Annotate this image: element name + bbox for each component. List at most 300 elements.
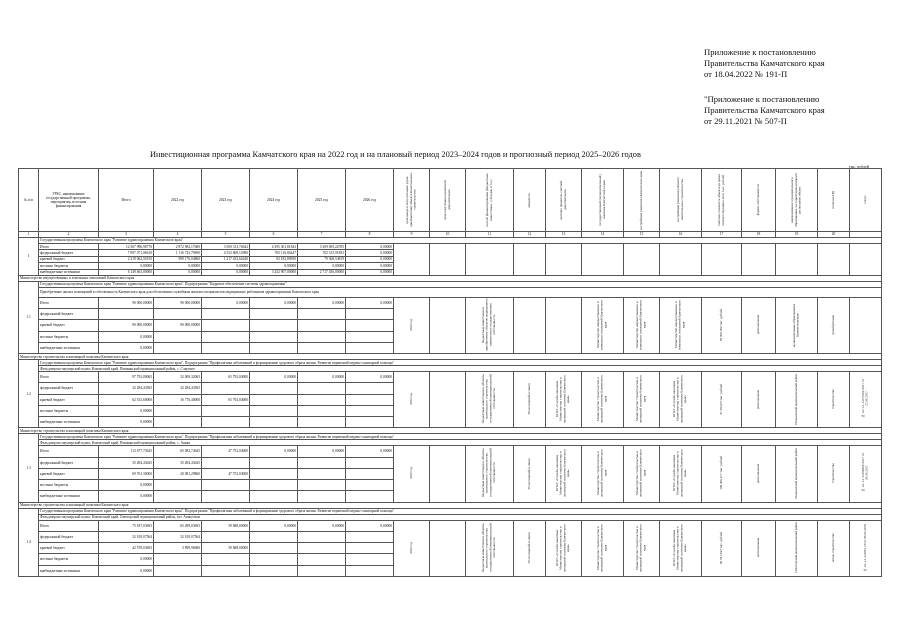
- amount-cell: 0,00000: [202, 269, 250, 275]
- amount-cell: 0,00000: [346, 269, 394, 275]
- attribute-cell: [742, 244, 776, 276]
- column-header-label: наличие ПД: [830, 191, 835, 209]
- attribute-cell: [466, 244, 514, 276]
- amount-cell: [202, 457, 250, 468]
- amount-cell: 3 432 907,00000: [250, 269, 298, 275]
- amount-cell: [250, 320, 298, 331]
- amount-cell: 0,00000: [250, 297, 298, 308]
- attribute-value: № 41-1-1-3-070102-2017 от 27.06.2017: [860, 379, 869, 419]
- amount-cell: 4 395 301,81843: [250, 244, 298, 250]
- column-number: 7: [298, 232, 346, 238]
- attribute-cell: [624, 297, 660, 353]
- amount-cell: 0,00000: [346, 244, 394, 250]
- row-index: 1: [19, 238, 39, 276]
- attribute-cell: [742, 446, 776, 502]
- object-name: Приобретение жилых помещений в собственность Камчатского края для обеспечения служебным жильем специалистов медицинских работников здравоохранения Камчатского края: [39, 287, 882, 297]
- attribute-value: Пенжинский муниципальный район: [793, 373, 798, 425]
- funding-source: местные бюджеты: [39, 480, 99, 491]
- amount-cell: 0,00000: [99, 263, 154, 269]
- attribute-value: 20 посещений в смену: [526, 531, 531, 564]
- amount-cell: 12 567 996,98770: [99, 244, 154, 250]
- attribute-cell: [742, 520, 776, 576]
- amount-cell: [99, 309, 154, 320]
- column-header: [546, 169, 582, 232]
- attribute-value: 97 492,05 тыс. рублей: [718, 383, 723, 415]
- amount-cell: [298, 565, 346, 576]
- amount-cell: [298, 543, 346, 554]
- amount-cell: 32 284,43565: [154, 383, 202, 394]
- amount-cell: [202, 417, 250, 428]
- attribute-value: муниципальные образования в Камчатском крае: [791, 303, 800, 347]
- funding-source: краевой бюджет: [39, 256, 99, 262]
- attribute-value: КГКУ «Служба заказчика Министерства строительства и жилищной политики Камчатского края»: [672, 449, 688, 498]
- amount-cell: [298, 491, 346, 502]
- amount-cell: 47 752,04000: [202, 468, 250, 479]
- attribute-cell: [430, 446, 466, 502]
- amount-cell: [298, 480, 346, 491]
- amount-cell: [346, 554, 394, 565]
- amount-cell: [250, 394, 298, 405]
- attribute-value: Министерство строительства и жилищной политики Камчатского края: [634, 449, 647, 498]
- amount-cell: [250, 457, 298, 468]
- amount-cell: [154, 342, 202, 353]
- amount-cell: [346, 457, 394, 468]
- amount-cell: [154, 331, 202, 342]
- column-number: 8: [346, 232, 394, 238]
- attribute-cell: [430, 520, 466, 576]
- amount-cell: [202, 565, 250, 576]
- column-header: [154, 169, 202, 232]
- funding-row: [19, 372, 882, 383]
- amount-cell: 0,00000: [99, 480, 154, 491]
- column-number: 1: [19, 232, 39, 238]
- funding-source: федеральный бюджет: [39, 250, 99, 256]
- attribute-value: КГКУ «Служба заказчика Министерства строительства и жилищной политики Камчатского края»: [555, 523, 571, 572]
- amount-cell: 97 792,00065: [99, 372, 154, 383]
- attribute-value: 2022 год: [408, 318, 413, 331]
- amount-cell: [202, 342, 250, 353]
- column-header: [850, 169, 882, 232]
- attribute-value: Министерство строительства и жилищной политики Камчатского края: [595, 523, 608, 572]
- amount-cell: [346, 405, 394, 416]
- column-header-label: наличие проектно-сметной документации: [558, 180, 567, 220]
- column-number: 20: [818, 232, 850, 238]
- amount-cell: [346, 320, 394, 331]
- amount-cell: 20 081,29860: [154, 468, 202, 479]
- attribute-cell: [702, 446, 742, 502]
- column-header-label: срок подготовки проектной документации: [442, 180, 451, 220]
- column-header: [346, 169, 394, 232]
- attribute-value: бюджетные инвестиции в объекты капитального строительства государственной (муниципальной) собственности: [481, 448, 497, 498]
- amount-cell: 90 000,00000: [99, 297, 154, 308]
- attribute-cell: [514, 520, 546, 576]
- column-number: 3: [99, 232, 154, 238]
- column-number: 17: [702, 232, 742, 238]
- attribute-cell: [514, 297, 546, 353]
- column-header-label: застройщик (заказчик) Камчатского края: [638, 170, 643, 230]
- amount-cell: [154, 565, 202, 576]
- header-row: [19, 169, 882, 232]
- amount-cell: 999 176,04860: [154, 256, 202, 262]
- amount-cell: [202, 331, 250, 342]
- program-name: Государственная программа Камчатского края "Развитие здравоохранения Камчатского края". Подпрограмма "Профилактика заболеваний и формирование здорового образа жизни. Развитие первичной медико-санитарной помощи": [39, 360, 882, 366]
- attribute-value: Министерство имущественных и земельных отношений Камчатского края: [673, 299, 686, 351]
- attribute-cell: [624, 520, 660, 576]
- attribute-cell: [624, 372, 660, 428]
- amount-cell: [298, 320, 346, 331]
- funding-row: [19, 520, 882, 531]
- amount-cell: 0,00000: [298, 520, 346, 531]
- attribute-value: КГКУ «Служба заказчика Министерства строительства и жилищной политики Камчатского края»: [555, 449, 571, 498]
- funding-source: внебюджетные источники: [39, 491, 99, 502]
- amount-cell: [250, 543, 298, 554]
- funding-source: внебюджетные источники: [39, 269, 99, 275]
- amount-cell: 0,00000: [99, 417, 154, 428]
- attribute-cell: [660, 446, 702, 502]
- funding-source: Итого: [39, 520, 99, 531]
- attribute-value: 38 посещений в смену: [526, 383, 531, 415]
- attribute-cell: [546, 372, 582, 428]
- attribute-cell: [582, 244, 624, 276]
- amount-cell: 0,00000: [250, 372, 298, 383]
- attribute-cell: [776, 244, 818, 276]
- attribute-cell: [742, 372, 776, 428]
- column-header-label: 2024 год: [267, 197, 280, 202]
- attribute-value: бюджетные инвестиции в объекты капитального строительства государственной (муниципальной) собственности: [481, 523, 497, 573]
- amount-cell: 3 309 695,24785: [298, 244, 346, 250]
- amount-cell: 0,00000: [250, 520, 298, 531]
- amount-cell: [154, 480, 202, 491]
- row-index: 1.2: [19, 360, 39, 428]
- appendix-line-3: от 18.04.2022 № 191-П: [704, 69, 788, 80]
- appendix-note: [704, 47, 825, 81]
- attribute-cell: [514, 244, 546, 276]
- amount-cell: 35 284,43645: [154, 457, 202, 468]
- column-header: [514, 169, 546, 232]
- amount-cell: 0,00000: [99, 331, 154, 342]
- amount-cell: [250, 565, 298, 576]
- amount-cell: 702 315,91853: [298, 250, 346, 256]
- investment-program-table: [18, 168, 882, 577]
- attribute-cell: [582, 446, 624, 502]
- ministry-name: Министерство имущественных и земельных отношений Камчатского края: [19, 275, 882, 281]
- amount-cell: [346, 565, 394, 576]
- attribute-cell: [818, 297, 850, 353]
- attribute-cell: [430, 244, 466, 276]
- amount-cell: 0,00000: [346, 446, 394, 457]
- attribute-cell: [394, 446, 430, 502]
- attribute-cell: [776, 520, 818, 576]
- column-number: 18: [742, 232, 776, 238]
- amount-cell: 90 000,00000: [154, 297, 202, 308]
- amount-cell: 0,00000: [99, 491, 154, 502]
- amount-cell: 69 761,30000: [99, 468, 154, 479]
- amount-cell: 0,00000: [99, 554, 154, 565]
- amount-cell: [250, 309, 298, 320]
- amount-cell: [202, 309, 250, 320]
- funding-source: внебюджетные источники: [39, 342, 99, 353]
- attribute-value: 2022 год: [408, 467, 413, 480]
- attribute-value: региональная: [755, 538, 760, 558]
- amount-cell: [346, 331, 394, 342]
- column-header: [702, 169, 742, 232]
- attribute-value: 2022 год: [408, 393, 413, 406]
- attribute-cell: [430, 297, 466, 353]
- table-header: [19, 169, 882, 238]
- column-header-label: форма собственности: [755, 184, 760, 216]
- amount-cell: [202, 554, 250, 565]
- column-header-label: срок ввода в эксплуатацию (срок приобретения) объекта Капитального строительства: [404, 172, 417, 228]
- amount-cell: [346, 309, 394, 320]
- amount-cell: 1 116 723,79690: [154, 250, 202, 256]
- attribute-cell: [624, 244, 660, 276]
- column-number: 5: [202, 232, 250, 238]
- funding-source: Итого: [39, 297, 99, 308]
- attribute-cell: [466, 520, 514, 576]
- column-header-label: государственный (муниципальный) заказчик Камчатского края: [597, 174, 606, 226]
- funding-source: Итого: [39, 446, 99, 457]
- attribute-value: региональная: [755, 389, 760, 409]
- amount-cell: 0,00000: [346, 520, 394, 531]
- column-header: [39, 169, 99, 232]
- attribute-cell: [466, 297, 514, 353]
- amount-cell: 3 899,96686: [154, 543, 202, 554]
- amount-cell: 35 284,43645: [99, 457, 154, 468]
- attribute-cell: [546, 446, 582, 502]
- attribute-cell: [702, 372, 742, 428]
- amount-cell: 75 187,03693: [99, 520, 154, 531]
- funding-source: Итого: [39, 372, 99, 383]
- funding-source: федеральный бюджет: [39, 531, 99, 542]
- amount-cell: 0,00000: [346, 263, 394, 269]
- amount-cell: 6 149 663,00000: [99, 269, 154, 275]
- amount-cell: 113 677,73645: [99, 446, 154, 457]
- amount-cell: 0,00000: [202, 263, 250, 269]
- row-index: 1.3: [19, 434, 39, 502]
- program-name: Государственная программа Камчатского края "Развитие здравоохранения Камчатского края". Подпрограмма "Профилактика заболеваний и формирование здорового образа жизни. Развитие первичной медико-санитарной помощи": [39, 434, 882, 440]
- attribute-cell: [660, 297, 702, 353]
- column-header-label: мощность: [526, 192, 531, 208]
- object-name: Фельдшерско-акушерский пункт, Камчатский край, Пенжинский муниципальный район, с. Слаутное: [39, 366, 882, 372]
- appendix-line-1: Приложение к постановлению: [704, 47, 816, 57]
- column-header-label: 2025 год: [315, 197, 328, 202]
- attribute-cell: [850, 520, 882, 576]
- program-name: Государственная программа Камчатского края "Развитие здравоохранения Камчатского края": [39, 238, 882, 244]
- amount-cell: [298, 405, 346, 416]
- amount-cell: 65 082,74645: [154, 446, 202, 457]
- attribute-value: № 41-1-1-3-0001-18 от 09.02.2018: [862, 523, 867, 572]
- amount-cell: [346, 468, 394, 479]
- column-number: 16: [660, 232, 702, 238]
- attribute-value: региональная: [755, 463, 760, 483]
- document-title: Инвестиционная программа Камчатского края на 2022 год и на плановый период 2023–2024 годов и прогнозный период 2025–2026 годов: [150, 150, 641, 159]
- attribute-cell: [660, 520, 702, 576]
- column-header: [298, 169, 346, 232]
- funding-source: краевой бюджет: [39, 320, 99, 331]
- amount-cell: [298, 342, 346, 353]
- amount-cell: [346, 394, 394, 405]
- attribute-value: Министерство имущественных и земельных отношений Камчатского края: [634, 299, 647, 351]
- amount-cell: 1 217 433,62640: [202, 256, 250, 262]
- amount-cell: [250, 405, 298, 416]
- funding-source: местные бюджеты: [39, 554, 99, 565]
- attribute-cell: [546, 297, 582, 353]
- column-header: [624, 169, 660, 232]
- attribute-cell: [514, 446, 546, 502]
- attribute-cell: [818, 520, 850, 576]
- column-header: [19, 169, 39, 232]
- amount-cell: 2 319 062,50150: [99, 256, 154, 262]
- attribute-cell: [702, 520, 742, 576]
- amount-cell: [202, 405, 250, 416]
- attribute-value: Министерство имущественных и земельных отношений Камчатского края: [595, 299, 608, 351]
- amount-cell: [202, 320, 250, 331]
- attribute-value: бюджетные инвестиции в приобретение объектов недвижимого имущества в государственную собственность: [481, 298, 497, 352]
- column-header: [466, 169, 514, 232]
- amount-cell: [250, 531, 298, 542]
- amount-cell: 2 717 456,00000: [298, 269, 346, 275]
- amount-cell: 0,00000: [346, 256, 394, 262]
- previous-appendix-line-3: от 29.11.2021 № 507-П: [704, 116, 787, 127]
- amount-cell: 0,00000: [298, 297, 346, 308]
- amount-cell: 90 000,00000: [99, 320, 154, 331]
- object-name: Фельдшерско-акушерский пункт, Камчатский край, Олюторский муниципальный район, пгт. Апапельхи: [39, 514, 882, 520]
- attribute-cell: [850, 446, 882, 502]
- program-name: Государственная программа Камчатского края "Развитие здравоохранения Камчатского края". Подпрограмма "Профилактика заболеваний и формирование здорового образа жизни. Развитие первичной медико-санитарной помощи": [39, 508, 882, 514]
- column-number: 10: [430, 232, 466, 238]
- amount-cell: [346, 543, 394, 554]
- attribute-cell: [546, 520, 582, 576]
- attribute-cell: [702, 244, 742, 276]
- amount-cell: [346, 383, 394, 394]
- amount-cell: [202, 531, 250, 542]
- amount-cell: 0,00000: [346, 250, 394, 256]
- amount-cell: [346, 342, 394, 353]
- amount-cell: 32 109,07564: [99, 531, 154, 542]
- column-number: 14: [582, 232, 624, 238]
- attribute-cell: [394, 520, 430, 576]
- amount-cell: 0,00000: [298, 263, 346, 269]
- amount-cell: 3 500 313,74642: [202, 244, 250, 250]
- amount-cell: 0,00000: [99, 565, 154, 576]
- amount-cell: [154, 309, 202, 320]
- amount-cell: 4 532 868,12986: [202, 250, 250, 256]
- attribute-value: строительство: [830, 463, 835, 484]
- funding-source: федеральный бюджет: [39, 383, 99, 394]
- attribute-value: приобретение: [830, 315, 835, 335]
- amount-cell: 0,00000: [202, 297, 250, 308]
- column-header-label: сметная стоимость объекта (в ценах соответствующих лет), тыс. рублей: [716, 173, 725, 227]
- column-header-label: 2022 год: [171, 197, 184, 202]
- amount-cell: [202, 491, 250, 502]
- funding-source: краевой бюджет: [39, 468, 99, 479]
- amount-cell: [298, 417, 346, 428]
- amount-cell: 0,00000: [298, 446, 346, 457]
- column-header: [430, 169, 466, 232]
- attribute-cell: [818, 372, 850, 428]
- attribute-value: Министерство строительства и жилищной политики Камчатского края: [595, 375, 608, 424]
- attribute-cell: [582, 372, 624, 428]
- funding-source: федеральный бюджет: [39, 309, 99, 320]
- column-header-label: способ финансирования (бюджетные инвестиции, субсидия и т.п.): [484, 173, 493, 227]
- amount-cell: [250, 554, 298, 565]
- attribute-cell: [582, 297, 624, 353]
- appendix-line-2: Правительства Камчатского края: [704, 58, 825, 69]
- attribute-value: новое строительство: [830, 533, 835, 563]
- amount-cell: [346, 491, 394, 502]
- amount-cell: [250, 331, 298, 342]
- amount-cell: 47 752,04000: [202, 446, 250, 457]
- amount-cell: 32 109,07564: [154, 531, 202, 542]
- amount-cell: 0,00000: [99, 405, 154, 416]
- column-number: 2: [39, 232, 99, 238]
- unit-label: тыс. рублей: [849, 164, 869, 169]
- object-row: [19, 287, 882, 297]
- column-number: 12: [514, 232, 546, 238]
- amount-cell: 0,00000: [99, 342, 154, 353]
- attribute-value: КГКУ «Служба заказчика Министерства строительства и жилищной политики Камчатского края»: [555, 375, 571, 424]
- amount-cell: [154, 405, 202, 416]
- funding-row: [19, 297, 882, 308]
- column-header: [394, 169, 430, 232]
- attribute-value: КГКУ «Служба заказчика Министерства строительства и жилищной политики Камчатского края»: [672, 375, 688, 424]
- amount-cell: [298, 331, 346, 342]
- amount-cell: 39 688,00000: [202, 543, 250, 554]
- column-number: 15: [624, 232, 660, 238]
- attribute-value: Министерство строительства и жилищной политики Камчатского края: [595, 449, 608, 498]
- amount-cell: [202, 480, 250, 491]
- attribute-cell: [514, 372, 546, 428]
- amount-cell: [202, 383, 250, 394]
- funding-source: краевой бюджет: [39, 394, 99, 405]
- amount-cell: 83 182,89050: [250, 256, 298, 262]
- amount-cell: [298, 468, 346, 479]
- amount-cell: 16 776,40000: [154, 394, 202, 405]
- attribute-value: Министерство строительства и жилищной политики Камчатского края: [634, 375, 647, 424]
- column-header-label: ГРБС, наименование государственной программы, мероприятия, источник финансирования: [46, 191, 91, 209]
- funding-row: [19, 446, 882, 457]
- column-header: [582, 169, 624, 232]
- attribute-value: бюджетные инвестиции в объекты капитального строительства государственной (муниципальной) собственности: [481, 374, 497, 424]
- amount-cell: 0,00000: [346, 372, 394, 383]
- funding-source: местные бюджеты: [39, 331, 99, 342]
- amount-cell: [346, 417, 394, 428]
- column-number: 4: [154, 232, 202, 238]
- column-header: [250, 169, 298, 232]
- attribute-cell: [702, 297, 742, 353]
- column-number: 13: [546, 232, 582, 238]
- funding-source: местные бюджеты: [39, 405, 99, 416]
- amount-cell: 42 578,03693: [99, 543, 154, 554]
- column-header: [660, 169, 702, 232]
- amount-cell: [250, 383, 298, 394]
- column-header-label: № п/п: [23, 197, 34, 202]
- attribute-cell: [546, 244, 582, 276]
- column-header-label: статус: [862, 195, 867, 205]
- amount-cell: 765 116,84447: [250, 250, 298, 256]
- column-header: [742, 169, 776, 232]
- column-number: 11: [466, 232, 514, 238]
- amount-cell: 79 368,54819: [298, 256, 346, 262]
- amount-cell: 7 097 071,06610: [99, 250, 154, 256]
- amount-cell: 0,00000: [250, 263, 298, 269]
- amount-cell: [298, 383, 346, 394]
- column-header-label: 2023 год: [219, 197, 232, 202]
- amount-cell: [154, 417, 202, 428]
- amount-cell: [346, 480, 394, 491]
- amount-cell: [298, 394, 346, 405]
- amount-cell: 90 000,00000: [154, 320, 202, 331]
